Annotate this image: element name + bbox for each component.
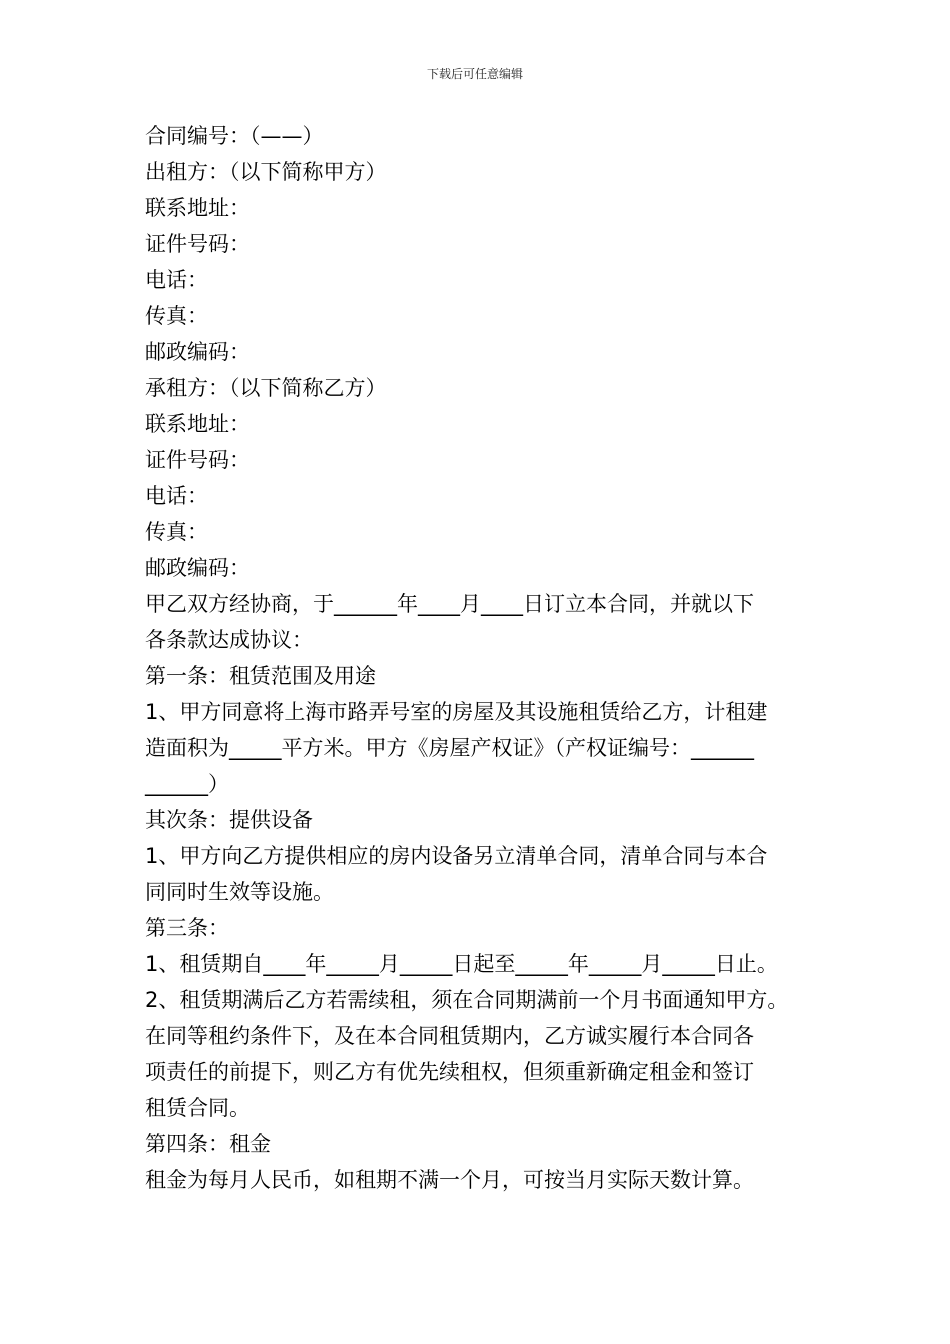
article-2-clause-1: 1、甲方向乙方提供相应的房内设备另立清单合同，清单合同与本合	[145, 844, 768, 868]
article-3-clause-1: 1、租赁期自____年_____月_____日起至_____年_____月_____日止。	[145, 952, 778, 976]
contract-number-line: 合同编号：（——）	[145, 124, 324, 148]
article-4-clause: 租金为每月人民币，如租期不满一个月，可按当月实际天数计算。	[145, 1168, 754, 1192]
agreement-intro-line-2: 各条款达成协议：	[145, 628, 313, 652]
lessor-address-line: 联系地址：	[145, 196, 250, 220]
lessee-phone-line: 电话：	[145, 484, 208, 508]
article-3-clause-2-cont-2: 项责任的前提下，则乙方有优先续租权，但须重新确定租金和签订	[145, 1060, 754, 1084]
agreement-intro-line: 甲乙双方经协商，于______年____月____日订立本合同，并就以下	[145, 592, 754, 616]
lessee-postcode-line: 邮政编码：	[145, 556, 250, 580]
article-3-clause-2-cont: 在同等租约条件下，及在本合同租赁期内，乙方诚实履行本合同各	[145, 1024, 754, 1048]
article-1-clause-1-cont: 造面积为_____平方米。甲方《房屋产权证》（产权证编号：______	[145, 736, 754, 760]
lessor-line: 出租方：（以下简称甲方）	[145, 160, 387, 184]
lessor-fax-line: 传真：	[145, 304, 208, 328]
contract-body	[145, 118, 825, 1198]
article-2-clause-1-cont: 同同时生效等设施。	[145, 880, 334, 904]
article-3-heading: 第三条：	[145, 916, 229, 940]
lessee-id-line: 证件号码：	[145, 448, 250, 472]
lessee-address-line: 联系地址：	[145, 412, 250, 436]
lessor-id-line: 证件号码：	[145, 232, 250, 256]
article-4-heading: 第四条：租金	[145, 1132, 271, 1156]
lessee-line: 承租方：（以下简称乙方）	[145, 376, 387, 400]
article-1-clause-1-cont-2: ______）	[145, 772, 229, 796]
lessor-postcode-line: 邮政编码：	[145, 340, 250, 364]
article-1-heading: 第一条：租赁范围及用途	[145, 664, 376, 688]
lessor-phone-line: 电话：	[145, 268, 208, 292]
article-3-clause-2: 2、租赁期满后乙方若需续租，须在合同期满前一个月书面通知甲方。	[145, 988, 789, 1012]
lessee-fax-line: 传真：	[145, 520, 208, 544]
article-1-clause-1: 1、甲方同意将上海市路弄号室的房屋及其设施租赁给乙方，计租建	[145, 700, 768, 724]
article-2-heading: 其次条：提供设备	[145, 808, 313, 832]
article-3-clause-2-cont-3: 租赁合同。	[145, 1096, 250, 1120]
page-header: 下载后可任意编辑	[426, 67, 523, 81]
